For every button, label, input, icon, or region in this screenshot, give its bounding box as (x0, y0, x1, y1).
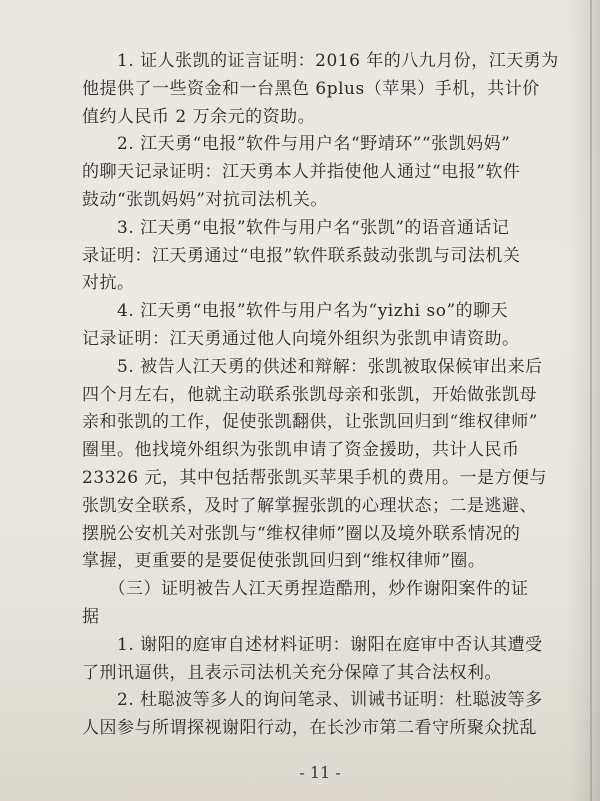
text-line: 摆脱公安机关对张凯与“维权律师”圈以及境外联系情况的 (82, 523, 521, 544)
text-line: 1. 谢阳的庭审自述材料证明：谢阳在庭审中否认其遭受 (82, 634, 543, 655)
text-line: 据 (82, 606, 100, 627)
page-edge (590, 0, 592, 801)
text-line: 录证明：江天勇通过“电报”软件联系鼓动张凯与司法机关 (82, 245, 521, 266)
page-shadow (566, 0, 600, 801)
text-line: 四个月左右，他就主动联系张凯母亲和张凯，开始做张凯母 (82, 384, 537, 405)
text-line: 值约人民币 2 万余元的资助。 (82, 106, 316, 127)
text-line: 人因参与所谓探视谢阳行动，在长沙市第二看守所聚众扰乱 (82, 718, 537, 739)
page-number: - 11 - (299, 763, 341, 782)
text-line: 他提供了一些资金和一台黑色 6plus（苹果）手机，共计价 (82, 78, 540, 99)
text-line: 23326 元，其中包括帮张凯买苹果手机的费用。一是方便与 (82, 467, 547, 488)
text-line: 2. 江天勇“电报”软件与用户名“野靖环”“张凯妈妈” (82, 134, 511, 155)
text-line: 亲和张凯的工作，促使张凯翻供，让张凯回归到“维权律师” (82, 412, 538, 433)
text-line: 3. 江天勇“电报”软件与用户名“张凯”的语音通话记 (82, 217, 510, 238)
text-line: （三）证明被告人江天勇捏造酷刑，炒作谢阳案件的证 (82, 579, 529, 600)
text-line: 对抗。 (82, 273, 135, 294)
text-line: 1. 证人张凯的证言证明：2016 年的八九月份，江天勇为 (82, 51, 559, 71)
text-line: 记录证明：江天勇通过他人向境外组织为张凯申请资助。 (82, 328, 520, 349)
text-line: 2. 杜聪波等多人的询问笔录、训诫书证明：杜聪波等多 (82, 690, 543, 711)
text-line: 张凯安全联系，及时了解掌握张凯的心理状态；二是逃避、 (82, 495, 537, 516)
text-line: 4. 江天勇“电报”软件与用户名为“yizhi so”的聊天 (82, 301, 509, 322)
text-line: 了刑讯逼供，且表示司法机关充分保障了其合法权利。 (82, 662, 502, 683)
document-body (82, 48, 559, 743)
text-line: 5. 被告人江天勇的供述和辩解：张凯被取保候审出来后 (82, 356, 543, 377)
text-line: 鼓动“张凯妈妈”对抗司法机关。 (82, 189, 328, 210)
text-line: 掌握，更重要的是要促使张凯回归到“维权律师”圈。 (82, 551, 486, 572)
text-line: 的聊天记录证明：江天勇本人并指使他人通过“电报”软件 (82, 162, 521, 183)
text-line: 圈里。他找境外组织为张凯申请了资金援助，共计人民币 (82, 440, 520, 461)
